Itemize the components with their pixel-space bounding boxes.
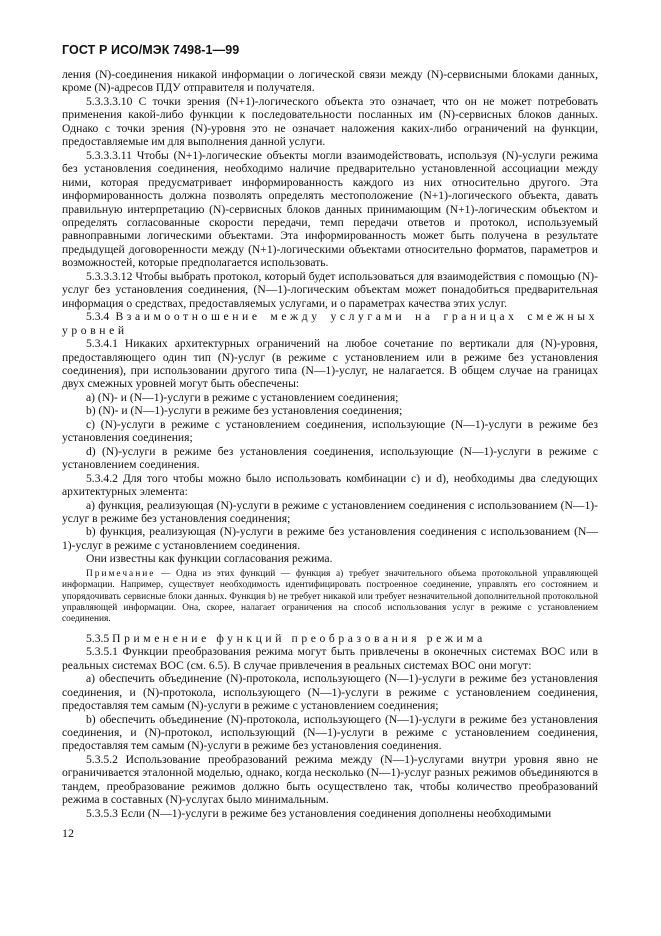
list-item: b) обеспечить объединение (N)-протокола, использующего (N—1)-услуги в режиме без установления соединения, и (N)-протокол, использующий (N—1)-услуги в режиме с установлением соединения, предоставляя тем самым (N)-услуги в режиме без установления соединения. <box>62 712 598 753</box>
paragraph: Они известны как функции согласования режима. <box>86 552 333 566</box>
list-item: d) (N)-услуги в режиме без установления соединения, использующие (N—1)-услуги в режиме с установлением соединения. <box>62 444 598 472</box>
paragraph: 5.3.4.1 Никаких архитектурных ограничений на любое сочетание по вертикали для (N)-уровня, предоставляющего один тип (N)-услуг (в режиме с установлением или в режиме без установления соединения), при использовании другого типа (N—1)-услуг, не налагается. В общем случае на границах двух смежных уровней могут быть обеспечены: <box>62 337 598 391</box>
section-number: 5.3.4 <box>86 310 110 324</box>
document-body <box>62 68 598 820</box>
list-item: a) обеспечить объединение (N)-протокола, использующего (N—1)-услуги в режиме без установления соединения, и (N)-протокола, использующего (N—1)-услуги в режиме с установлением соединения, предоставляя тем самым (N)-услуги в режиме с установлением соединения; <box>62 672 598 713</box>
section-heading <box>62 310 598 337</box>
list-item: b) функция, реализующая (N)-услуги в режиме без установления соединения с использованием (N—1)-услуг в режиме с установлением соединения. <box>62 525 598 552</box>
list-item: b) (N)- и (N—1)-услуги в режиме без установления соединения; <box>86 404 403 418</box>
note <box>62 569 598 626</box>
list-item: a) функция, реализующая (N)-услуги в режиме с установлением соединения с использованием (N—1)-услуг в режиме без установления соединения; <box>62 498 598 525</box>
paragraph: 5.3.3.3.12 Чтобы выбрать протокол, который будет использоваться для взаимодействия с помощью (N)-услуг без установления соединения, (N—1)-логическим объектам может понадобиться предварительная информация о средствах, предоставляемых услугами, и о параметрах качества этих услуг. <box>62 269 598 310</box>
section-title: Применение функций преобразования режима <box>112 631 486 645</box>
paragraph: 5.3.5.3 Если (N—1)-услуги в режиме без установления соединения дополнены необходимыми <box>86 806 552 820</box>
section-number: 5.3.5 <box>86 631 110 645</box>
paragraph: 5.3.5.1 Функции преобразования режима могут быть привлечены в оконечных системах ВОС или в реальных системах ВОС (см. 6.5). В случае привлечения в реальных системах ВОС они могут: <box>62 645 598 672</box>
list-item: a) (N)- и (N—1)-услуги в режиме с установлением соединения; <box>86 390 399 404</box>
section-title: Взаимоотношение между услугами на границах смежных уровней <box>62 310 598 337</box>
page-number: 12 <box>62 826 74 840</box>
note-label: Примечание <box>86 568 156 579</box>
list-item: c) (N)-услуги в режиме с установлением соединения, использующие (N—1)-услуги в режиме без установления соединения; <box>62 417 598 445</box>
document-header: ГОСТ Р ИСО/МЭК 7498-1—99 <box>62 43 240 57</box>
paragraph: 5.3.3.3.11 Чтобы (N+1)-логические объекты могли взаимодействовать, используя (N)-услуги режима без установления соединения, необходимо наличие предварительно установленной ассоциации между ними, которая предусматривает информированность каждого из них относительно другого. Эта информированность должна позволять определять местоположение (N+1)-логического объекта, давать правильную интерпретацию (N)-сервисных блоков данных принимающим (N+1)-логическим объектом и определять согласованные скорости передачи, темп передачи ответов и протокол, используемый равноправными логическими объектами. Эта информированность может быть получена в результате предыдущей договоренности между (N+1)-логическими объектами относительно форматов, параметров и возможностей, которые предполагается использовать. <box>62 148 598 270</box>
paragraph: 5.3.5.2 Использование преобразований режима между (N—1)-услугами внутри уровня явно не ограничивается эталонной моделью, однако, когда несколько (N—1)-услуг разных режимов объединяются в тандем, преобразование режимов должно быть осуществлено так, чтобы количество преобразований режима в составных (N)-услугах было минимальным. <box>62 752 598 807</box>
paragraph: 5.3.4.2 Для того чтобы можно было использовать комбинации c) и d), необходимы два следующих архитектурных элемента: <box>62 471 598 499</box>
section-heading <box>62 632 598 645</box>
paragraph: ления (N)-соединения никакой информации о логической связи между (N)-сервисными блоками данных, кроме (N)-адресов ПДУ отправителя и получателя. <box>62 68 598 95</box>
note-text: — Одна из этих функций — функция a) требует значительного объема протокольной управляющей информации. Например, существует необходимость идентифицировать построенное соединение, управлять его состоянием и упорядочивать сервисные блоки данных. Функция b) не требует никакой или требует незначительной дополнительной протокольной управляющей информации. Она, скорее, налагает ограничения на способ использования услуг в режиме с установлением соединения. <box>62 568 598 625</box>
paragraph: 5.3.3.3.10 С точки зрения (N+1)-логического объекта это означает, что он не может потребовать применения какой-либо функции к последовательности посланных им (N)-сервисных блоков данных. Однако с точки зрения (N)-уровня это не означает наложения каких-либо ограничений на функции, предоставляемые им для выполнения данной услуги. <box>62 94 598 149</box>
